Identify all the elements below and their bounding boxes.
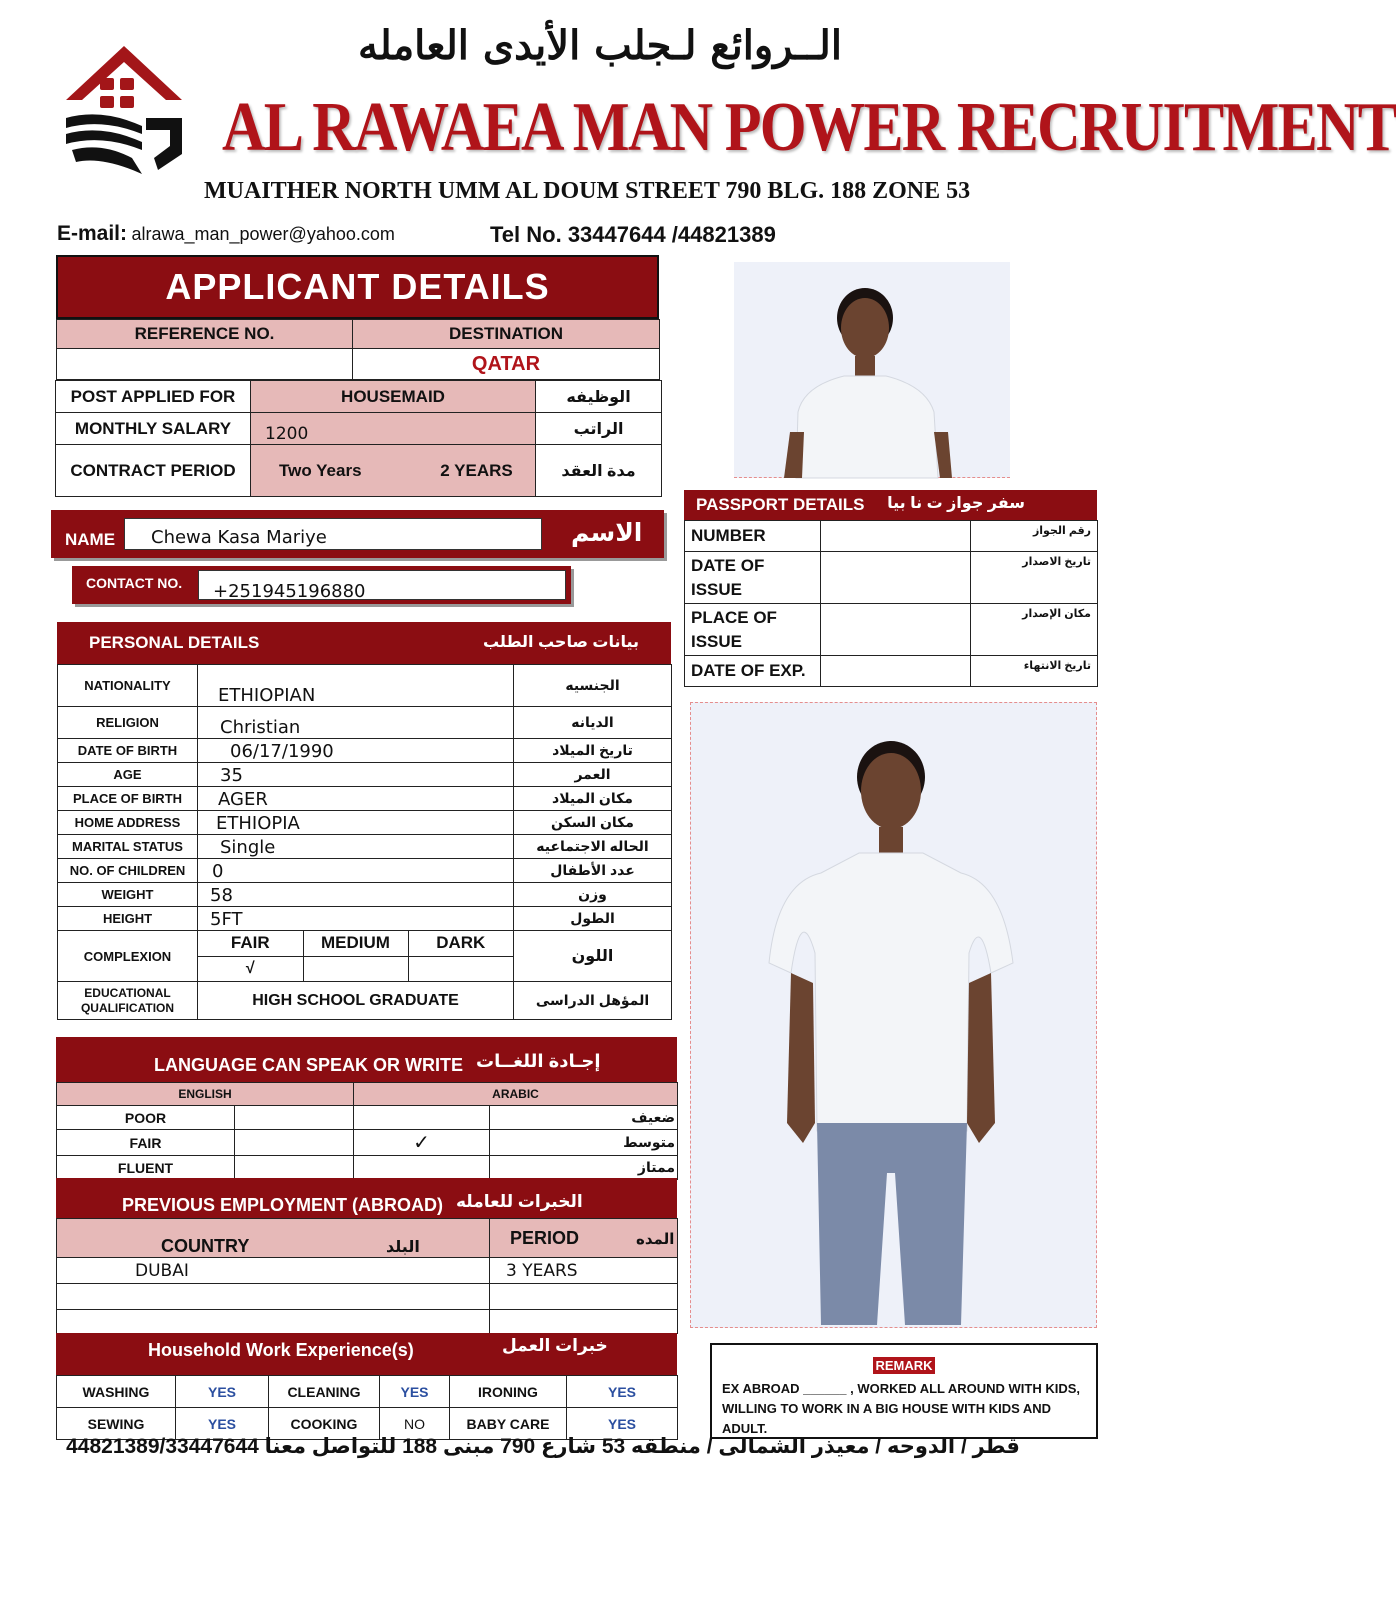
personal-row-label: MARITAL STATUS: [58, 835, 198, 859]
language-level: POOR: [57, 1106, 235, 1130]
personal-row-ar: العمر: [514, 763, 672, 787]
personal-row-ar: الديانه: [514, 707, 672, 739]
personal-row-value: ETHIOPIA: [198, 811, 514, 835]
complexion-label: COMPLEXION: [58, 931, 198, 982]
company-address: MUAITHER NORTH UMM AL DOUM STREET 790 BLG. 188 ZONE 53: [204, 178, 971, 204]
passport-row-label: PLACE OF ISSUE: [685, 604, 821, 656]
personal-row-label: NATIONALITY: [58, 665, 198, 707]
monthly-salary-label: MONTHLY SALARY: [56, 413, 251, 445]
household-task-answer: YES: [176, 1408, 269, 1440]
contact-field[interactable]: [198, 570, 566, 600]
language-level-ar: ضعيف: [490, 1106, 678, 1130]
passport-row-ar: رقم الجواز: [971, 521, 1098, 552]
monthly-salary-value: 1200: [251, 413, 536, 445]
name-value: Chewa Kasa Mariye: [151, 527, 327, 548]
personal-row: [58, 811, 672, 835]
destination-value: QATAR: [353, 349, 660, 380]
employment-empty-country[interactable]: [57, 1310, 490, 1334]
language-level: FAIR: [57, 1130, 235, 1156]
passport-row: [685, 521, 1098, 552]
household-row: [57, 1376, 678, 1408]
applicant-portrait-icon: [734, 262, 1010, 478]
personal-row-ar: عدد الأطفال: [514, 859, 672, 883]
passport-row-label: NUMBER: [685, 521, 821, 552]
language-title: LANGUAGE CAN SPEAK OR WRITE إجـادة اللغــات: [56, 1037, 677, 1082]
household-title-ar: خبرات العمل: [502, 1336, 608, 1355]
personal-details-title: PERSONAL DETAILS بيانات صاحب الطلب: [57, 622, 671, 664]
passport-row: [685, 656, 1098, 687]
english-label: ENGLISH: [57, 1083, 354, 1106]
destination-label: DESTINATION: [353, 320, 660, 349]
personal-row-ar: مكان السكن: [514, 811, 672, 835]
household-task-answer: YES: [176, 1376, 269, 1408]
passport-row-label: DATE OF EXP.: [685, 656, 821, 687]
complexion-options: [198, 931, 514, 982]
remark-title: REMARK: [875, 1358, 933, 1373]
personal-row: [58, 787, 672, 811]
passport-row-label: DATE OF ISSUE: [685, 552, 821, 604]
personal-row-ar: وزن: [514, 883, 672, 907]
arabic-mark[interactable]: [354, 1106, 490, 1130]
household-title: Household Work Experience(s) خبرات العمل: [56, 1333, 677, 1375]
employment-empty-country[interactable]: [57, 1284, 490, 1310]
personal-row-ar: الجنسيه: [514, 665, 672, 707]
arabic-mark[interactable]: ✓: [354, 1130, 490, 1156]
personal-details-ar: بيانات صاحب الطلب: [482, 634, 639, 651]
language-row: [57, 1156, 678, 1180]
personal-row-value: 06/17/1990: [198, 739, 514, 763]
household-task-answer: YES: [567, 1376, 678, 1408]
personal-details-table: [57, 664, 672, 1020]
passport-row-ar: تاريخ الانتهاء: [971, 656, 1098, 687]
personal-row: [58, 707, 672, 739]
passport-row-value[interactable]: [821, 552, 971, 604]
name-field[interactable]: [124, 518, 542, 550]
household-task: CLEANING: [269, 1376, 380, 1408]
company-logo: [62, 38, 186, 176]
contact-label: CONTACT NO.: [86, 575, 183, 591]
complexion-dark[interactable]: DARK: [408, 931, 513, 956]
footer-address: قطر / الدوحه / معيذر الشمالى / منطقه 53 شارع 790 مبنى 188 للتواصل معنا 44821389/33447644: [66, 1435, 1020, 1458]
contract-period-value: [251, 445, 536, 497]
monthly-salary-ar: الراتب: [536, 413, 662, 445]
personal-row-label: HOME ADDRESS: [58, 811, 198, 835]
household-task: IRONING: [450, 1376, 567, 1408]
passport-row-value[interactable]: [821, 656, 971, 687]
language-level-ar: متوسط: [490, 1130, 678, 1156]
personal-row: [58, 739, 672, 763]
passport-row-ar: تاريخ الاصدار: [971, 552, 1098, 604]
applicant-details-title: APPLICANT DETAILS: [56, 255, 659, 319]
personal-row: [58, 835, 672, 859]
personal-row-value: 35: [198, 763, 514, 787]
education-value: HIGH SCHOOL GRADUATE: [198, 982, 514, 1020]
household-task: BABY CARE: [450, 1408, 567, 1440]
reference-destination-table: [56, 319, 660, 380]
personal-row-ar: الطول: [514, 907, 672, 931]
education-label: EDUCATIONAL QUALIFICATION: [58, 982, 198, 1020]
personal-row-label: PLACE OF BIRTH: [58, 787, 198, 811]
remark-box: [710, 1343, 1098, 1439]
personal-row-label: WEIGHT: [58, 883, 198, 907]
house-hands-logo-icon: [62, 38, 186, 176]
period-header-ar: المده: [636, 1230, 675, 1248]
complexion-row: [58, 931, 672, 982]
complexion-ar: اللون: [514, 931, 672, 982]
employment-empty-period[interactable]: [490, 1310, 678, 1334]
complexion-dark-mark[interactable]: [408, 956, 513, 981]
passport-row-ar: مكان الإصدار: [971, 604, 1098, 656]
education-row: [58, 982, 672, 1020]
post-applied-ar: الوظيفه: [536, 381, 662, 413]
passport-row: [685, 552, 1098, 604]
education-ar: المؤهل الدراسى: [514, 982, 672, 1020]
country-header: COUNTRY البلد: [57, 1219, 490, 1258]
household-task: SEWING: [57, 1408, 176, 1440]
language-row: [57, 1130, 678, 1156]
name-ar: الاسم: [571, 519, 643, 547]
post-applied-label: POST APPLIED FOR: [56, 381, 251, 413]
contract-period-ar: مدة العقد: [536, 445, 662, 497]
english-mark[interactable]: [235, 1130, 354, 1156]
personal-row-ar: الحاله الاجتماعيه: [514, 835, 672, 859]
employment-country-value: DUBAI: [57, 1258, 490, 1284]
english-mark[interactable]: [235, 1106, 354, 1130]
email-link[interactable]: alrawa_man_power@yahoo.com: [131, 224, 395, 244]
english-mark[interactable]: [235, 1156, 354, 1180]
arabic-label: ARABIC: [354, 1083, 678, 1106]
household-task: COOKING: [269, 1408, 380, 1440]
employment-empty-period[interactable]: [490, 1284, 678, 1310]
language-title-ar: إجـادة اللغــات: [476, 1051, 601, 1071]
employment-table: [56, 1218, 678, 1334]
personal-row-value: Christian: [198, 707, 514, 739]
household-task-answer: NO: [380, 1408, 450, 1440]
remark-text: EX ABROAD ______ , WORKED ALL AROUND WITH KIDS, WILLING TO WORK IN A BIG HOUSE WITH KIDS AND ADULT.: [722, 1381, 1081, 1436]
contact-bar: [72, 566, 571, 604]
contract-period-years: 2 YEARS: [440, 460, 513, 480]
reference-value[interactable]: [57, 349, 353, 380]
personal-row-ar: تاريخ الميلاد: [514, 739, 672, 763]
employment-period-value: 3 YEARS: [490, 1258, 678, 1284]
personal-row: [58, 859, 672, 883]
contract-period-label: CONTRACT PERIOD: [56, 445, 251, 497]
language-row: [57, 1106, 678, 1130]
post-applied-value: HOUSEMAID: [251, 381, 536, 413]
name-label: NAME: [65, 530, 116, 549]
personal-row-value: 58: [198, 883, 514, 907]
full-body-photo: [690, 702, 1097, 1328]
passport-details-title: PASSPORT DETAILS سفر جواز ت نا بيا: [684, 490, 1097, 520]
personal-row-label: RELIGION: [58, 707, 198, 739]
personal-row: [58, 907, 672, 931]
tel-numbers: Tel No. 33447644 /44821389: [490, 222, 776, 247]
personal-row-value: 5FT: [198, 907, 514, 931]
complexion-medium[interactable]: MEDIUM: [303, 931, 408, 956]
employment-title: PREVIOUS EMPLOYMENT (ABROAD) الخبرات للعامله: [56, 1178, 677, 1218]
language-table: [56, 1082, 678, 1180]
personal-row-value: AGER: [198, 787, 514, 811]
passport-details-table: [684, 520, 1098, 687]
name-bar: [51, 510, 664, 558]
email-label: E-mail:: [57, 222, 128, 245]
complexion-fair[interactable]: FAIR: [198, 931, 303, 956]
personal-row-label: AGE: [58, 763, 198, 787]
personal-row-label: NO. OF CHILDREN: [58, 859, 198, 883]
passport-row-value[interactable]: [821, 604, 971, 656]
applicant-full-body-icon: [691, 703, 1095, 1325]
personal-row-label: DATE OF BIRTH: [58, 739, 198, 763]
personal-row-value: Single: [198, 835, 514, 859]
personal-row-label: HEIGHT: [58, 907, 198, 931]
household-task: WASHING: [57, 1376, 176, 1408]
arabic-mark[interactable]: [354, 1156, 490, 1180]
period-header: PERIOD المده: [490, 1219, 678, 1258]
personal-row: [58, 665, 672, 707]
household-task-answer: YES: [380, 1376, 450, 1408]
household-table: [56, 1375, 678, 1440]
complexion-check-mark: √: [198, 956, 303, 981]
household-task-answer: YES: [567, 1408, 678, 1440]
language-level-ar: ممتاز: [490, 1156, 678, 1180]
passport-details-ar: سفر جواز ت نا بيا: [887, 495, 1025, 512]
contract-period-words: Two Years: [279, 460, 362, 480]
complexion-medium-mark[interactable]: [303, 956, 408, 981]
employment-title-ar: الخبرات للعامله: [456, 1192, 583, 1211]
personal-row-value: ETHIOPIAN: [198, 665, 514, 707]
email-line: [57, 222, 395, 246]
passport-row-value[interactable]: [821, 521, 971, 552]
arabic-company-title: الــروائع لـجلب الأيدى العامله: [358, 22, 842, 69]
contact-value: +251945196880: [213, 581, 366, 602]
personal-row: [58, 763, 672, 787]
language-level: FLUENT: [57, 1156, 235, 1180]
reference-label: REFERENCE NO.: [57, 320, 353, 349]
company-title: AL RAWAEA MAN POWER RECRUITMENT: [222, 89, 1396, 166]
country-header-ar: البلد: [386, 1239, 420, 1256]
passport-photo: [734, 262, 1010, 478]
post-salary-contract-table: [55, 380, 662, 497]
personal-row: [58, 883, 672, 907]
personal-row-ar: مكان الميلاد: [514, 787, 672, 811]
personal-row-value: 0: [198, 859, 514, 883]
passport-row: [685, 604, 1098, 656]
